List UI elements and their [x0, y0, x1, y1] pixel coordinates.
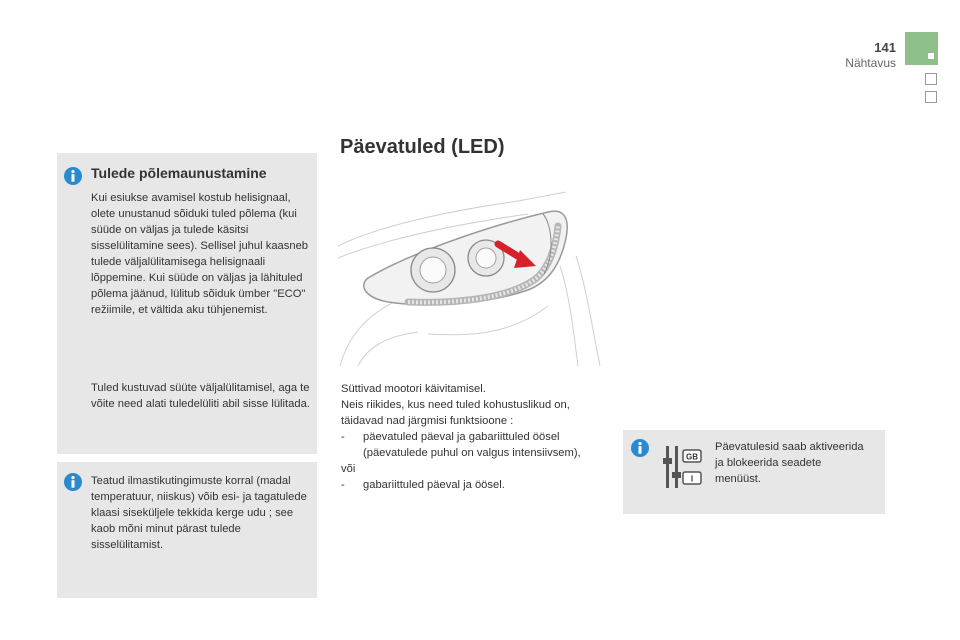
settings-info-box	[623, 430, 885, 514]
settings-menu-icon	[663, 444, 703, 490]
info-icon	[631, 439, 649, 457]
settings-icon-label: GB	[686, 452, 698, 462]
tab-dot	[928, 53, 934, 59]
info-icon	[64, 473, 82, 491]
fogging-info-box	[57, 462, 317, 598]
lights-reminder-box	[57, 153, 317, 454]
list-item-text: päevatuled päeval ja gabariittuled öösel (päevatulede puhul on valgus intensiivsem),	[363, 431, 581, 459]
page-title: Päevatuled (LED)	[340, 136, 505, 158]
chapter-tab-empty	[925, 91, 937, 103]
settings-icon-label: I	[690, 474, 694, 484]
box-paragraph: Tuled kustuvad süüte väljalülitamisel, aga te võite need alati tuledelüliti abil sisse lülitada.	[91, 382, 310, 410]
info-icon	[64, 167, 82, 185]
body-text	[341, 381, 603, 493]
box-paragraph: Teatud ilmastikutingimuste korral (madal temperatuur, niiskus) võib esi- ja tagatulede klaasi siseküljele tekkida kerge udu ; see kaob mõni minut pärast tulede sisselülitamist.	[91, 475, 307, 551]
list-item	[341, 429, 603, 461]
box-paragraph: Päevatulesid saab aktiveerida ja blokeerida seadete menüüst.	[715, 441, 864, 485]
chapter-tab	[905, 32, 938, 65]
box-heading: Tulede põlemaunustamine	[91, 165, 267, 181]
list-dash: -	[341, 479, 345, 491]
headlight-illustration	[338, 186, 602, 368]
body-paragraph: Neis riikides, kus need tuled kohustuslikud on, täidavad nad järgmisi funktsioone :	[341, 399, 570, 427]
list-item	[341, 477, 603, 493]
body-paragraph: Süttivad mootori käivitamisel.	[341, 383, 486, 395]
page-number: 141	[874, 40, 896, 55]
list-item-text: gabariittuled päeval ja öösel.	[363, 479, 505, 491]
body-paragraph: või	[341, 463, 356, 475]
list-dash: -	[341, 431, 345, 443]
chapter-tab-empty	[925, 73, 937, 85]
section-name: Nähtavus	[845, 56, 896, 70]
box-paragraph: Kui esiukse avamisel kostub helisignaal, olete unustanud sõiduki tuled põlema (kui süüde on väljas ja tulede käsitsi sisselülitamine sees). Sellisel juhul kaasneb tulede väljalülitamisega helisignaali lõppemine. Kui süüde on väljas ja lähituled põlema jäänud, lülitub sõiduk ümber "ECO" režiimile, et vältida aku tühjenemist.	[91, 192, 309, 316]
